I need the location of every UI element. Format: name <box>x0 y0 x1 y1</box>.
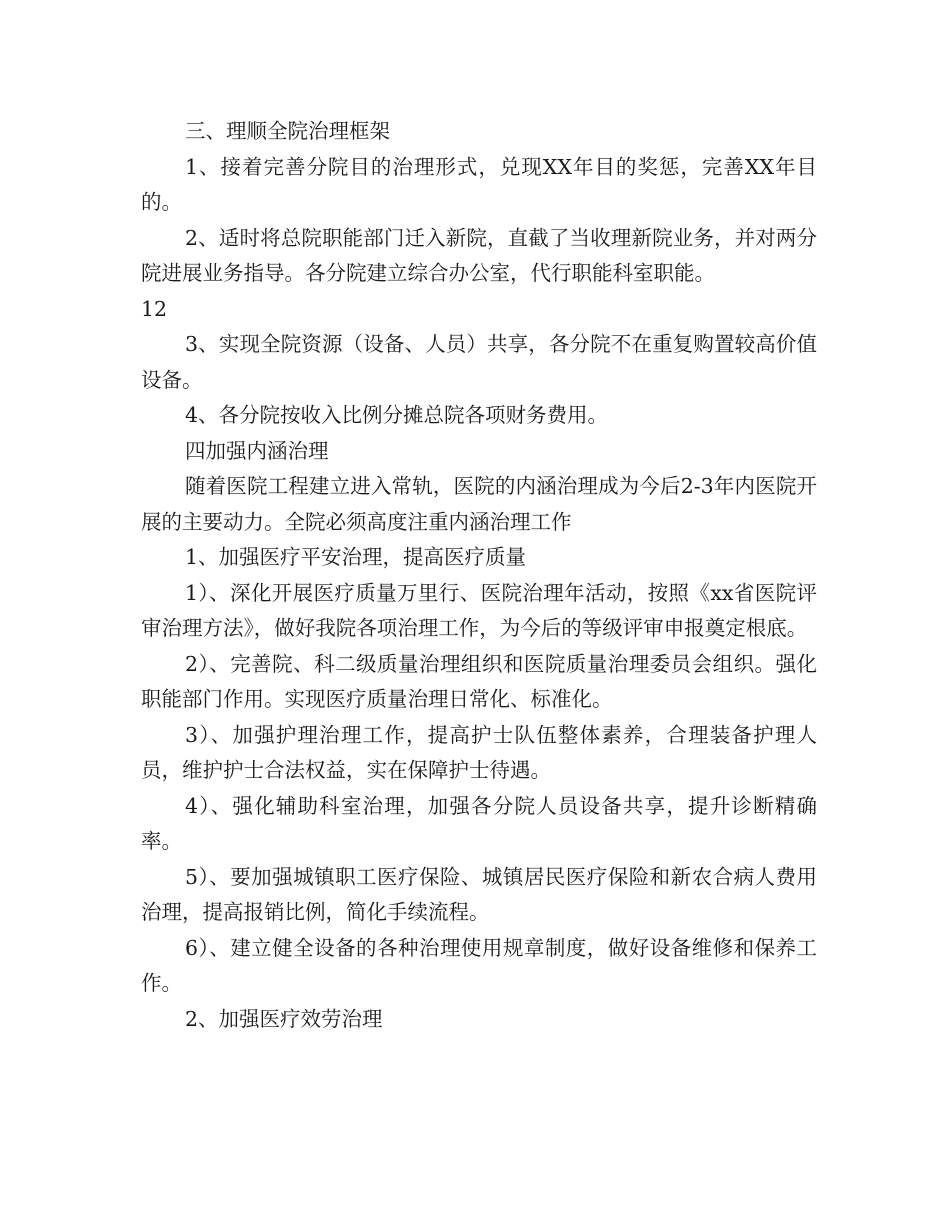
paragraph: 3）、加强护理治理工作，提高护士队伍整体素养，合理装备护理人员，维护护士合法权益，实在保障护士待遇。 <box>141 722 817 782</box>
subsection-heading: 2、加强医疗效劳治理 <box>185 1006 383 1031</box>
paragraph: 4）、强化辅助科室治理，加强各分院人员设备共享，提升诊断精确率。 <box>141 793 817 853</box>
page-number-text: 12 <box>141 296 168 321</box>
subsection-heading: 1、加强医疗平安治理，提高医疗质量 <box>185 545 527 569</box>
paragraph: 3、实现全院资源（设备、人员）共享，各分院不在重复购置较高价值设备。 <box>141 332 817 392</box>
paragraph: 随着医院工程建立进入常轨，医院的内涵治理成为今后2-3年内医院开展的主要动力。全院必须高度注重内涵治理工作 <box>141 474 817 534</box>
paragraph: 5）、要加强城镇职工医疗保险、城镇居民医疗保险和新农合病人费用治理，提高报销比例，简化手续流程。 <box>141 864 817 924</box>
section-heading: 四加强内涵治理 <box>185 438 329 463</box>
paragraph: 6）、建立健全设备的各种治理使用规章制度，做好设备维修和保养工作。 <box>141 935 817 995</box>
document-body <box>141 114 817 1037</box>
paragraph: 1）、深化开展医疗质量万里行、医院治理年活动，按照《xx省医院评审治理方法》，做好我院各项治理工作，为今后的等级评审申报奠定根底。 <box>141 580 817 640</box>
paragraph: 2、适时将总院职能部门迁入新院，直截了当收理新院业务，并对两分院进展业务指导。各分院建立综合办公室，代行职能科室职能。 <box>141 225 817 285</box>
section-heading: 三、理顺全院治理框架 <box>185 119 390 143</box>
paragraph: 4、各分院按收入比例分摊总院各项财务费用。 <box>185 403 609 427</box>
paragraph: 2）、完善院、科二级质量治理组织和医院质量治理委员会组织。强化职能部门作用。实现医疗质量治理日常化、标准化。 <box>141 651 817 711</box>
paragraph: 1、接着完善分院目的治理形式，兑现XX年目的奖惩，完善XX年目的。 <box>141 154 817 214</box>
